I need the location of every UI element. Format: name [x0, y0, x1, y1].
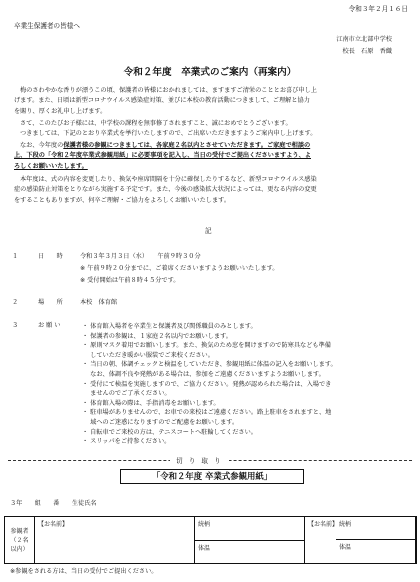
body-paragraph-5 [14, 175, 408, 206]
attendee-2-relation-field[interactable] [336, 516, 416, 540]
item1-label: 日 時 [38, 253, 63, 260]
notice-underlined-1: 保護者様の参観につきましては、各家庭２名以内とさせていただきます。ご家庭で相談の [63, 142, 311, 149]
school-name: 江南市立北部中学校 [336, 36, 392, 43]
attendee-1-temperature-label: 体温 [198, 544, 211, 552]
body-paragraph-1 [14, 86, 408, 117]
attendee-1-name-label: 【お名前】 [38, 521, 69, 528]
request-item: ・ 体育館入場者を卒業生と保護者及び関係職員のみとします。 [82, 323, 257, 330]
attendee-1-relation-label: 続柄 [198, 521, 211, 528]
body-paragraph-notice [14, 141, 408, 172]
body-line: 本年度は、式の内容を変更したり、換気や座席間隔を十分に確保したりするなど、新型コロナウイルス感染 [20, 176, 317, 183]
request-item: ・ 受付にて検温を実施しますので、ご協力ください。発熱が認められた場合は、入場でき [82, 380, 332, 388]
cutoff-label: 切 り 取 り [170, 455, 229, 465]
attendee-2-temperature-label: 体温 [339, 544, 352, 551]
form-title: 「令和２年度 卒業式参観用紙」 [120, 469, 304, 484]
form-class-line: ３年 組 番 生徒氏名 [10, 500, 97, 507]
item3-number: ３ [12, 322, 19, 329]
attendee-2-temperature-field[interactable] [336, 540, 416, 564]
attendee-1-temperature-field[interactable] [195, 540, 305, 564]
request-item: していただき暖かい服装でご来校ください。 [82, 351, 214, 359]
request-list [82, 322, 412, 447]
request-item: ・ 原則マスク着用でお願いします。また、換気のため窓を開けますので防寒具なども準備 [82, 342, 331, 350]
body-line: げます。また、日頃は新型コロナウイルス感染症対策、並びに本校の教育活動につきまして、ご理解と協力 [14, 97, 310, 105]
notice-underlined-3: ろしくお願いいたします。 [14, 162, 88, 170]
body-line: さて、このたびお子様には、中学校の課程を無事修了されますこと、誠におめでとうございます。 [20, 120, 292, 127]
request-item: 域へのご迷惑になりますのでご配慮をお願いします。 [82, 418, 239, 426]
ki-heading: 記 [205, 227, 212, 235]
addressee: 卒業生保護者の皆様へ [14, 22, 80, 30]
item2-value: 本校 体育館 [80, 299, 118, 306]
item2-number: ２ [12, 299, 19, 306]
body-line: つきましては、下記のとおり卒業式を挙行いたしますので、ご出席いただきますようご案内申し上げます。 [20, 130, 317, 138]
document-date: 令和３年２月１６日 [348, 5, 408, 13]
body-line: 梅のさわやかな香りが漂うこの頃、保護者の皆様におかれましては、ますますご清栄のこととお喜び申し上 [20, 87, 317, 94]
attendee-header-line: 以内） [10, 545, 29, 553]
request-item: ・ 当日の朝、体調チェックと検温をしていただき、参観用紙に体温の記入をお願いします。 [82, 361, 337, 369]
principal-name: 校長 石原 香織 [342, 48, 392, 55]
attendee-header-cell [5, 517, 35, 564]
form-footnote: ※参観をされる方は、当日の受付でご提出ください。 [10, 568, 158, 575]
attendee-2-relation-label: 続柄 [339, 521, 352, 528]
item1-note-1: ※ 午前９時２０分までに、ご着席くださいますようお願いいたします。 [80, 265, 279, 272]
body-line: 症の感染防止対策をとりながら実施する予定です。また、今後の感染拡大状況によっては、更なる内容の変更 [14, 186, 317, 194]
page-title: 令和２年度 卒業式のご案内（再案内） [123, 67, 297, 78]
notice-line [14, 141, 408, 151]
request-item: ませんのでご了承ください。 [82, 390, 171, 398]
attendee-header-line: （２名 [10, 536, 29, 544]
item3-label: お 願 い [38, 322, 61, 329]
request-item: ・ 駐車場がありませんので、お車での来校はご遠慮ください。路上駐車をされますと、地 [82, 409, 332, 417]
attendee-1-name-field[interactable] [35, 517, 195, 564]
notice-underlined-2: 上、下段の「令和２年度卒業式参観用紙」に必要事項を記入し、当日の受付でご提出くださいますよう、よ [14, 152, 311, 160]
request-item: ・ 自転車でご来校の方は、テニスコートへ駐輪してください。 [82, 428, 257, 436]
attendee-2-name-label: 【お名前】 [308, 521, 339, 528]
body-paragraph-2 [14, 119, 408, 140]
item1-value: 令和３年３月３日（水） 午前９時３０分 [80, 253, 201, 260]
attendee-header-line: 参観者 [10, 527, 29, 535]
notice-prefix: なお、今年度の [20, 142, 64, 149]
body-line: を賜り、厚くお礼申し上げます。 [14, 107, 107, 115]
request-item: なお、体調不良や発熱がある場合は、参加をご遠慮くださいますようお願いします。 [82, 370, 325, 378]
body-line: をすることもありますが、何卒ご理解・ご協力をよろしくお願いいたします。 [14, 196, 231, 204]
request-item: ・ スリッパをご持参ください。 [82, 438, 171, 446]
item1-number: １ [12, 253, 19, 260]
request-item: ・ 保護者の参観は、１家庭２名以内でお願いします。 [82, 332, 232, 340]
item1-note-2: ※ 受付開始は午前８時４５分です。 [80, 277, 180, 284]
request-item: ・ 体育館入場の際は、手指消毒をお願いします。 [82, 399, 220, 407]
attendee-1-relation-field[interactable] [195, 517, 305, 541]
item2-label: 場 所 [38, 299, 63, 306]
